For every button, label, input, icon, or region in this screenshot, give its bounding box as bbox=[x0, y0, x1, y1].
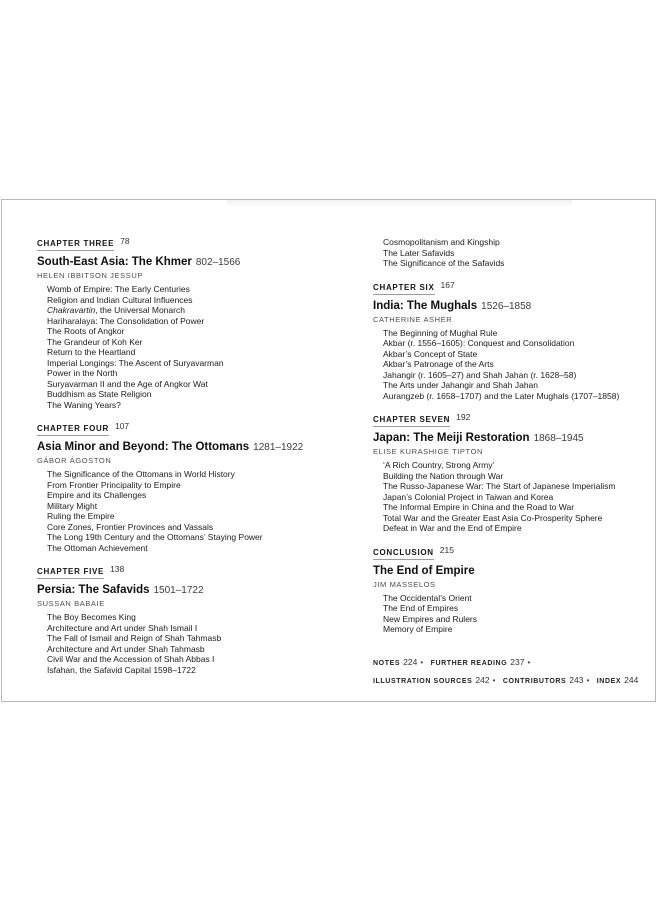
chapter-label: CHAPTER SEVEN bbox=[373, 415, 450, 427]
chapter-page-number: 215 bbox=[439, 544, 454, 555]
chapter-title bbox=[373, 432, 659, 445]
back-matter-ref bbox=[373, 670, 490, 687]
chapter-dates: 1281–1922 bbox=[253, 442, 304, 453]
toc-entry: The Occidental’s Orient bbox=[383, 592, 472, 603]
chapter-dates: 802–1566 bbox=[195, 257, 241, 268]
toc-entry: Suryavarman II and the Age of Angkor Wat bbox=[47, 378, 208, 389]
chapter-title-text: South-East Asia: The Khmer bbox=[37, 256, 192, 268]
chapter-heading bbox=[37, 237, 342, 251]
toc-chapter-section bbox=[373, 546, 659, 635]
back-matter-ref-page: 242 bbox=[475, 674, 490, 685]
toc-entry: Imperial Longings: The Ascent of Suryavarman bbox=[47, 357, 224, 368]
chapter-page-number: 167 bbox=[440, 279, 455, 290]
back-matter-ref-page: 243 bbox=[569, 674, 584, 685]
chapter-heading bbox=[37, 565, 342, 579]
toc-entry: Power in the North bbox=[47, 368, 118, 378]
back-matter-references bbox=[373, 653, 660, 689]
chapter-title-text: Persia: The Safavids bbox=[37, 584, 150, 596]
toc-entry: Empire and its Challenges bbox=[47, 490, 147, 500]
toc-entry: New Empires and Rulers bbox=[383, 613, 478, 624]
toc-entry: Japan’s Colonial Project in Taiwan and Korea bbox=[383, 491, 554, 502]
chapter-dates: 1526–1858 bbox=[481, 300, 532, 312]
toc-page bbox=[1, 199, 656, 702]
back-matter-ref-page: 237 bbox=[510, 656, 525, 667]
toc-chapter-section bbox=[373, 281, 659, 402]
chapter-title-text: The End of Empire bbox=[373, 564, 475, 577]
toc-entry: The Grandeur of Koh Ker bbox=[47, 336, 143, 347]
chapter-author: ELISE KURASHIGE TIPTON bbox=[373, 447, 484, 456]
chapter-page-number: 78 bbox=[120, 236, 130, 246]
chapter-item-list bbox=[37, 612, 342, 675]
toc-entry: The Fall of Ismail and Reign of Shah Tahmasb bbox=[47, 633, 222, 643]
chapter-title-text: India: The Mughals bbox=[373, 299, 478, 312]
toc-entry: The Later Safavids bbox=[383, 247, 455, 258]
back-matter-ref-label: INDEX bbox=[596, 677, 622, 685]
bullet-separator: • bbox=[420, 657, 424, 667]
toc-entry: Architecture and Art under Shah Tahmasb bbox=[47, 643, 205, 654]
chapter-item-list bbox=[37, 469, 342, 553]
back-matter-ref-label: FURTHER READING bbox=[430, 659, 508, 667]
toc-entry: Akbar (r. 1556–1605): Conquest and Consolidation bbox=[383, 338, 575, 348]
toc-entry: Architecture and Art under Shah Ismail I bbox=[47, 622, 198, 633]
toc-entry: The End of Empires bbox=[383, 603, 459, 613]
chapter-title-text: Asia Minor and Beyond: The Ottomans bbox=[37, 441, 250, 453]
toc-entry: Akbar’s Patronage of the Arts bbox=[383, 359, 494, 369]
toc-entry: Aurangzeb (r. 1658–1707) and the Later Mughals (1707–1858) bbox=[383, 390, 620, 401]
toc-entry-text: , the Universal Monarch bbox=[95, 305, 185, 315]
toc-entry: Memory of Empire bbox=[383, 624, 453, 634]
toc-entry: The Informal Empire in China and the Road to War bbox=[383, 502, 575, 512]
chapter-author: GÁBOR ÁGOSTON bbox=[37, 456, 112, 465]
chapter-author: HELEN IBBITSON JESSUP bbox=[37, 271, 143, 280]
chapter-author: CATHERINE ASHER bbox=[373, 314, 453, 324]
toc-chapter-section bbox=[37, 565, 342, 675]
toc-entry: Jahangir (r. 1605–27) and Shah Jahan (r. 1628–58) bbox=[383, 369, 577, 380]
toc-entry: The Waning Years? bbox=[47, 399, 121, 410]
toc-entry: The Russo-Japanese War: The Start of Japanese Imperialism bbox=[383, 481, 616, 491]
chapter-label: CONCLUSION bbox=[373, 548, 434, 560]
toc-entry: Hariharalaya: The Consolidation of Power bbox=[47, 315, 205, 326]
back-matter-ref bbox=[431, 652, 525, 669]
toc-entry: The Boy Becomes King bbox=[47, 612, 136, 622]
back-matter-ref bbox=[503, 670, 584, 687]
toc-entry: ‘A Rich Country, Strong Army’ bbox=[383, 460, 495, 470]
bullet-separator: • bbox=[527, 657, 531, 667]
chapter-item-list bbox=[37, 284, 342, 410]
toc-entry bbox=[47, 305, 342, 316]
bullet-separator: • bbox=[586, 675, 590, 685]
chapter-page-number: 138 bbox=[110, 564, 125, 574]
toc-entry: From Frontier Principality to Empire bbox=[47, 479, 181, 490]
chapter-item-list bbox=[373, 237, 659, 269]
chapter-title bbox=[373, 300, 659, 313]
toc-chapter-section bbox=[37, 237, 342, 410]
toc-column-right bbox=[373, 237, 659, 689]
chapter-heading bbox=[373, 546, 659, 560]
toc-chapter-section bbox=[373, 413, 659, 534]
toc-entry: The Significance of the Safavids bbox=[383, 258, 505, 268]
toc-chapter-section bbox=[37, 422, 342, 553]
toc-entry: Religion and Indian Cultural Influences bbox=[47, 294, 193, 305]
back-matter-ref-page: 244 bbox=[624, 674, 639, 685]
toc-entry: Civil War and the Accession of Shah Abbas I bbox=[47, 654, 215, 664]
toc-entry: The Beginning of Mughal Rule bbox=[383, 327, 498, 338]
back-matter-ref bbox=[597, 670, 639, 687]
toc-entry: Isfahan, the Safavid Capital 1598–1722 bbox=[47, 664, 196, 675]
toc-entry: Core Zones, Frontier Provinces and Vassals bbox=[47, 521, 214, 532]
toc-entry: Womb of Empire: The Early Centuries bbox=[47, 284, 190, 294]
chapter-title bbox=[37, 256, 342, 269]
toc-entry: The Arts under Jahangir and Shah Jahan bbox=[383, 380, 538, 390]
back-matter-ref-label: NOTES bbox=[373, 659, 401, 667]
toc-entry: Return to the Heartland bbox=[47, 347, 136, 357]
chapter-page-number: 192 bbox=[456, 412, 471, 422]
chapter-title-text: Japan: The Meiji Restoration bbox=[373, 432, 530, 444]
toc-entry: Ruling the Empire bbox=[47, 511, 115, 521]
chapter-dates: 1868–1945 bbox=[533, 433, 584, 444]
chapter-title bbox=[37, 584, 342, 597]
chapter-heading bbox=[37, 422, 342, 436]
chapter-label: CHAPTER THREE bbox=[37, 239, 114, 251]
toc-entry: The Roots of Angkor bbox=[47, 326, 125, 336]
toc-entry: The Long 19th Century and the Ottomans’ Staying Power bbox=[47, 532, 263, 542]
toc-entry: Buddhism as State Religion bbox=[47, 389, 152, 399]
toc-entry: Total War and the Greater East Asia Co-Prosperity Sphere bbox=[383, 512, 603, 523]
back-matter-ref-label: CONTRIBUTORS bbox=[502, 677, 567, 685]
chapter-label: CHAPTER FOUR bbox=[37, 424, 109, 436]
back-matter-ref bbox=[373, 652, 417, 669]
bullet-separator: • bbox=[492, 675, 496, 685]
chapter-title bbox=[37, 441, 342, 454]
chapter-heading bbox=[373, 281, 659, 295]
chapter-label: CHAPTER SIX bbox=[373, 283, 435, 295]
toc-column-left bbox=[37, 237, 342, 687]
toc-entry: Defeat in War and the End of Empire bbox=[383, 523, 522, 533]
chapter-item-list bbox=[373, 593, 659, 635]
chapter-page-number: 107 bbox=[114, 421, 130, 431]
back-matter-ref-label: ILLUSTRATION SOURCES bbox=[373, 677, 473, 685]
toc-chapter-section bbox=[373, 237, 659, 269]
chapter-item-list bbox=[373, 328, 659, 402]
toc-entry-italic-text: Chakravartin bbox=[47, 305, 96, 315]
toc-entry: Akbar’s Concept of State bbox=[383, 348, 478, 359]
toc-entry: The Significance of the Ottomans in World History bbox=[47, 469, 235, 479]
chapter-heading bbox=[373, 413, 659, 427]
page-top-shadow bbox=[227, 200, 572, 207]
chapter-label: CHAPTER FIVE bbox=[37, 567, 104, 579]
toc-entry: The Ottoman Achievement bbox=[47, 542, 148, 553]
chapter-author: SUSSAN BABAIE bbox=[37, 599, 105, 608]
chapter-item-list bbox=[373, 460, 659, 534]
chapter-dates: 1501–1722 bbox=[153, 585, 204, 596]
chapter-author: JIM MASSELOS bbox=[373, 579, 436, 589]
toc-entry: Building the Nation through War bbox=[383, 470, 504, 481]
toc-entry: Cosmopolitanism and Kingship bbox=[383, 237, 500, 247]
back-matter-ref-page: 224 bbox=[403, 656, 418, 667]
toc-entry: Military Might bbox=[47, 500, 98, 511]
chapter-title bbox=[373, 565, 659, 578]
